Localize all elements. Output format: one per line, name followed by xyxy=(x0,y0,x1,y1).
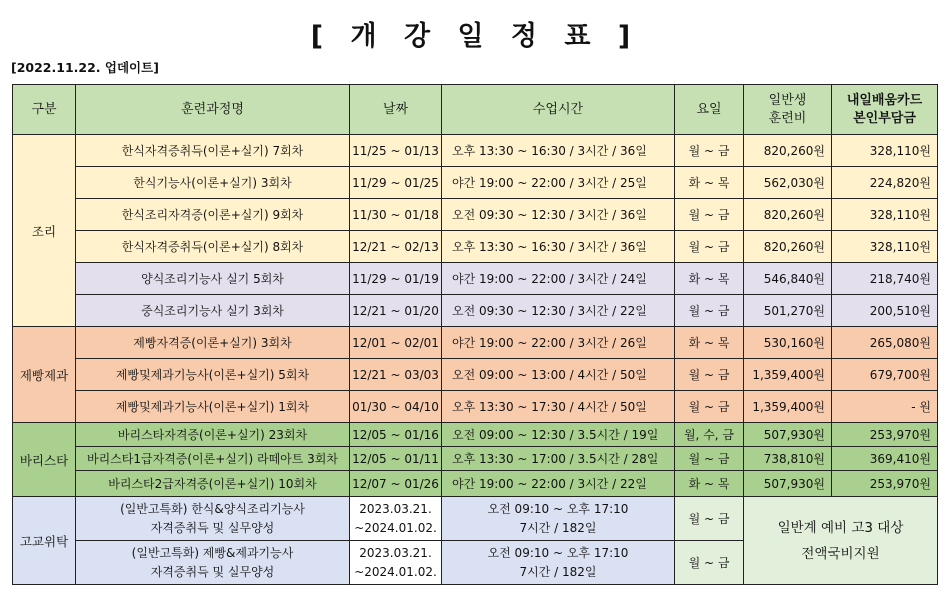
table-row xyxy=(13,295,938,327)
hs-date-start: 2023.03.21. xyxy=(359,545,432,560)
table-row xyxy=(13,199,938,231)
course-day: 월 ~ 금 xyxy=(675,391,744,423)
hs-time-total: 7시간 / 182일 xyxy=(519,564,597,579)
category-barista: 바리스타 xyxy=(13,423,76,497)
update-date: [2022.11.22. 업데이트] xyxy=(11,60,159,75)
course-time: 오전 09:00 ~ 13:00 / 4시간 / 50일 xyxy=(442,359,675,391)
course-time: 오후 13:30 ~ 17:30 / 4시간 / 50일 xyxy=(442,391,675,423)
table-header-row xyxy=(13,85,938,135)
course-card: 265,080원 xyxy=(832,327,938,359)
table-row xyxy=(13,471,938,497)
course-date: 12/21 ~ 02/13 xyxy=(350,231,442,263)
course-time: 야간 19:00 ~ 22:00 / 3시간 / 25일 xyxy=(442,167,675,199)
course-day: 화 ~ 목 xyxy=(675,167,744,199)
course-name: 한식기능사(이론+실기) 3회차 xyxy=(76,167,350,199)
course-time: 오후 13:30 ~ 16:30 / 3시간 / 36일 xyxy=(442,135,675,167)
course-card: 253,970원 xyxy=(832,471,938,497)
hs-time-range: 오전 09:10 ~ 오후 17:10 xyxy=(487,501,629,516)
course-fee: 562,030원 xyxy=(744,167,832,199)
course-fee: 1,359,400원 xyxy=(744,391,832,423)
course-day: 월, 수, 금 xyxy=(675,423,744,447)
course-name: 바리스타1급자격증(이론+실기) 라떼아트 3회차 xyxy=(76,447,350,471)
course-time: 오후 13:30 ~ 16:30 / 3시간 / 36일 xyxy=(442,231,675,263)
course-time: 오전 09:00 ~ 12:30 / 3.5시간 / 19일 xyxy=(442,423,675,447)
header-fee: 일반생 훈련비 xyxy=(744,85,832,135)
course-name: 바리스타자격증(이론+실기) 23회차 xyxy=(76,423,350,447)
header-card: 내일배움카드 본인부담금 xyxy=(832,85,938,135)
hs-course-date xyxy=(350,541,442,585)
course-name: 제빵및제과기능사(이론+실기) 1회차 xyxy=(76,391,350,423)
header-course: 훈련과정명 xyxy=(76,85,350,135)
course-time: 오전 09:30 ~ 12:30 / 3시간 / 36일 xyxy=(442,199,675,231)
course-time: 오후 13:30 ~ 17:00 / 3.5시간 / 28일 xyxy=(442,447,675,471)
header-category: 구분 xyxy=(13,85,76,135)
hs-course-day: 월 ~ 금 xyxy=(675,497,744,541)
course-day: 월 ~ 금 xyxy=(675,231,744,263)
table-row xyxy=(13,391,938,423)
course-fee: 507,930원 xyxy=(744,471,832,497)
hs-time-range: 오전 09:10 ~ 오후 17:10 xyxy=(487,545,629,560)
course-fee: 820,260원 xyxy=(744,135,832,167)
course-name: 중식조리기능사 실기 3회차 xyxy=(76,295,350,327)
course-date: 11/29 ~ 01/19 xyxy=(350,263,442,295)
course-name: 제빵자격증(이론+실기) 3회차 xyxy=(76,327,350,359)
course-card: 328,110원 xyxy=(832,199,938,231)
course-date: 12/05 ~ 01/11 xyxy=(350,447,442,471)
hs-course-name xyxy=(76,497,350,541)
hs-course-line2: 자격증취득 및 실무양성 xyxy=(150,520,275,535)
hs-course-line1: (일반고특화) 제빵&제과기능사 xyxy=(131,545,294,560)
course-day: 월 ~ 금 xyxy=(675,135,744,167)
header-time: 수업시간 xyxy=(442,85,675,135)
course-card: 328,110원 xyxy=(832,231,938,263)
hs-course-day: 월 ~ 금 xyxy=(675,541,744,585)
course-fee: 820,260원 xyxy=(744,231,832,263)
course-day: 월 ~ 금 xyxy=(675,359,744,391)
course-time: 야간 19:00 ~ 22:00 / 3시간 / 22일 xyxy=(442,471,675,497)
course-day: 화 ~ 목 xyxy=(675,471,744,497)
schedule-table xyxy=(12,84,938,585)
course-fee: 530,160원 xyxy=(744,327,832,359)
course-date: 11/30 ~ 01/18 xyxy=(350,199,442,231)
table-row xyxy=(13,167,938,199)
table-row xyxy=(13,423,938,447)
header-day: 요일 xyxy=(675,85,744,135)
course-name: 한식자격증취득(이론+실기) 7회차 xyxy=(76,135,350,167)
course-date: 11/29 ~ 01/25 xyxy=(350,167,442,199)
course-fee: 501,270원 xyxy=(744,295,832,327)
course-fee: 507,930원 xyxy=(744,423,832,447)
course-name: 제빵및제과기능사(이론+실기) 5회차 xyxy=(76,359,350,391)
hs-time-total: 7시간 / 182일 xyxy=(519,520,597,535)
hs-note-funding: 전액국비지원 xyxy=(801,545,880,562)
course-fee: 820,260원 xyxy=(744,199,832,231)
course-day: 화 ~ 목 xyxy=(675,263,744,295)
course-date: 01/30 ~ 04/10 xyxy=(350,391,442,423)
course-day: 월 ~ 금 xyxy=(675,295,744,327)
table-row xyxy=(13,263,938,295)
table-row xyxy=(13,359,938,391)
course-name: 한식자격증취득(이론+실기) 8회차 xyxy=(76,231,350,263)
hs-course-date xyxy=(350,497,442,541)
hs-note xyxy=(744,497,938,585)
hs-date-end: ~2024.01.02. xyxy=(354,564,437,579)
header-date: 날짜 xyxy=(350,85,442,135)
category-bakery: 제빵제과 xyxy=(13,327,76,423)
course-card: 679,700원 xyxy=(832,359,938,391)
course-card: - 원 xyxy=(832,391,938,423)
hs-date-start: 2023.03.21. xyxy=(359,501,432,516)
course-date: 12/21 ~ 01/20 xyxy=(350,295,442,327)
course-day: 월 ~ 금 xyxy=(675,447,744,471)
table-row xyxy=(13,447,938,471)
course-date: 12/05 ~ 01/16 xyxy=(350,423,442,447)
course-name: 한식조리자격증(이론+실기) 9회차 xyxy=(76,199,350,231)
page-title: [ 개 강 일 정 표 ] xyxy=(310,21,640,52)
course-date: 12/21 ~ 03/03 xyxy=(350,359,442,391)
course-fee: 738,810원 xyxy=(744,447,832,471)
hs-course-time xyxy=(442,541,675,585)
course-card: 253,970원 xyxy=(832,423,938,447)
course-fee: 546,840원 xyxy=(744,263,832,295)
course-card: 369,410원 xyxy=(832,447,938,471)
course-card: 328,110원 xyxy=(832,135,938,167)
course-card: 224,820원 xyxy=(832,167,938,199)
course-card: 218,740원 xyxy=(832,263,938,295)
table-row xyxy=(13,135,938,167)
course-date: 12/07 ~ 01/26 xyxy=(350,471,442,497)
hs-course-time xyxy=(442,497,675,541)
category-highschool: 고교위탁 xyxy=(13,497,76,585)
table-row xyxy=(13,231,938,263)
course-day: 화 ~ 목 xyxy=(675,327,744,359)
hs-date-end: ~2024.01.02. xyxy=(354,520,437,535)
course-time: 야간 19:00 ~ 22:00 / 3시간 / 26일 xyxy=(442,327,675,359)
course-time: 야간 19:00 ~ 22:00 / 3시간 / 24일 xyxy=(442,263,675,295)
course-fee: 1,359,400원 xyxy=(744,359,832,391)
course-card: 200,510원 xyxy=(832,295,938,327)
category-cook: 조리 xyxy=(13,135,76,327)
hs-note-target: 일반계 예비 고3 대상 xyxy=(777,519,904,536)
course-date: 11/25 ~ 01/13 xyxy=(350,135,442,167)
course-date: 12/01 ~ 02/01 xyxy=(350,327,442,359)
course-name: 바리스타2급자격증(이론+실기) 10회차 xyxy=(76,471,350,497)
hs-course-line2: 자격증취득 및 실무양성 xyxy=(150,564,275,579)
hs-course-name xyxy=(76,541,350,585)
hs-course-line1: (일반고특화) 한식&양식조리기능사 xyxy=(120,501,305,516)
course-time: 오전 09:30 ~ 12:30 / 3시간 / 22일 xyxy=(442,295,675,327)
table-row xyxy=(13,327,938,359)
table-row xyxy=(13,497,938,541)
course-day: 월 ~ 금 xyxy=(675,199,744,231)
course-name: 양식조리기능사 실기 5회차 xyxy=(76,263,350,295)
